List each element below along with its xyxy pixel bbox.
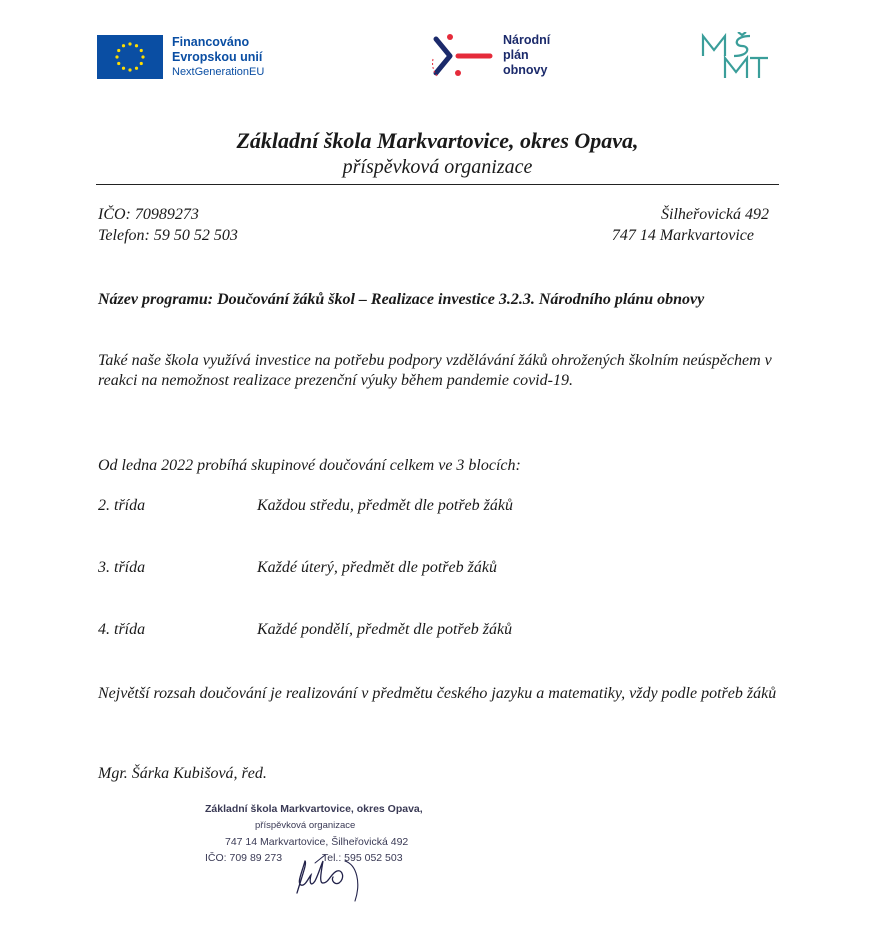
eu-stars-icon — [97, 35, 163, 79]
stamp-line2: příspěvková organizace — [255, 820, 356, 831]
eu-flag-logo — [97, 35, 163, 79]
eu-star-icon — [128, 68, 131, 71]
school-street: Šilheřovická 492 — [661, 206, 769, 223]
eu-star-icon — [140, 62, 143, 65]
stamp-line3: 747 14 Markvartovice, Šilheřovická 492 — [225, 836, 409, 848]
signatory: Mgr. Šárka Kubišová, řed. — [98, 765, 267, 782]
eu-star-icon — [115, 55, 118, 58]
school-city: 747 14 Markvartovice — [611, 227, 754, 244]
closing-paragraph: Největší rozsah doučování je realizování v předmětu českého jazyku a matematiky, vždy podle potřeb žáků — [98, 685, 777, 702]
schedule-class: 3. třída — [98, 559, 146, 576]
eu-line2: Evropskou unií — [172, 50, 263, 64]
eu-star-icon — [117, 49, 120, 52]
school-ico: IČO: 70989273 — [98, 206, 199, 223]
msmt-logo-icon — [700, 32, 770, 82]
npo-text — [503, 33, 550, 78]
schedule-class: 4. třída — [98, 621, 146, 638]
eu-star-icon — [122, 44, 125, 47]
school-phone: Telefon: 59 50 52 503 — [98, 227, 238, 244]
eu-line1: Financováno — [172, 35, 250, 49]
npo-line2: plán — [503, 48, 529, 62]
eu-star-icon — [141, 55, 144, 58]
schedule-desc: Každou středu, předmět dle potřeb žáků — [257, 497, 513, 514]
school-type: příspěvková organizace — [342, 156, 533, 178]
intro-paragraph: Také naše škola využívá investice na potřebu podpory vzdělávání žáků ohrožených školním neúspěchem v reakci na nemožnost realizace prezenční výuky během pandemie covid-19. — [98, 352, 772, 389]
schedule-desc: Každé úterý, předmět dle potřeb žáků — [257, 559, 497, 576]
eu-star-icon — [128, 42, 131, 45]
handwritten-signature — [285, 853, 375, 905]
eu-line3: NextGenerationEU — [172, 66, 265, 78]
program-title: Název programu: Doučování žáků škol – Realizace investice 3.2.3. Národního plánu obnovy — [98, 291, 705, 308]
schedule-class: 2. třída — [98, 497, 146, 514]
stamp-line5: Tel.: 595 052 503 — [322, 852, 403, 864]
eu-star-icon — [140, 49, 143, 52]
npo-line1: Národní — [503, 33, 551, 47]
eu-star-icon — [122, 67, 125, 70]
header-divider — [96, 184, 779, 185]
stamp-line1: Základní škola Markvartovice, okres Opava, — [205, 803, 423, 815]
npo-logo-icon — [430, 29, 498, 83]
eu-star-icon — [135, 44, 138, 47]
npo-line3: obnovy — [503, 63, 548, 77]
schedule-intro: Od ledna 2022 probíhá skupinové doučování celkem ve 3 blocích: — [98, 457, 521, 474]
stamp-line4: IČO: 709 89 273 — [205, 852, 283, 864]
schedule-desc: Každé pondělí, předmět dle potřeb žáků — [257, 621, 513, 638]
eu-funding-text — [172, 35, 264, 80]
eu-star-icon — [135, 67, 138, 70]
school-name: Základní škola Markvartovice, okres Opava, — [236, 128, 639, 153]
eu-star-icon — [117, 62, 120, 65]
